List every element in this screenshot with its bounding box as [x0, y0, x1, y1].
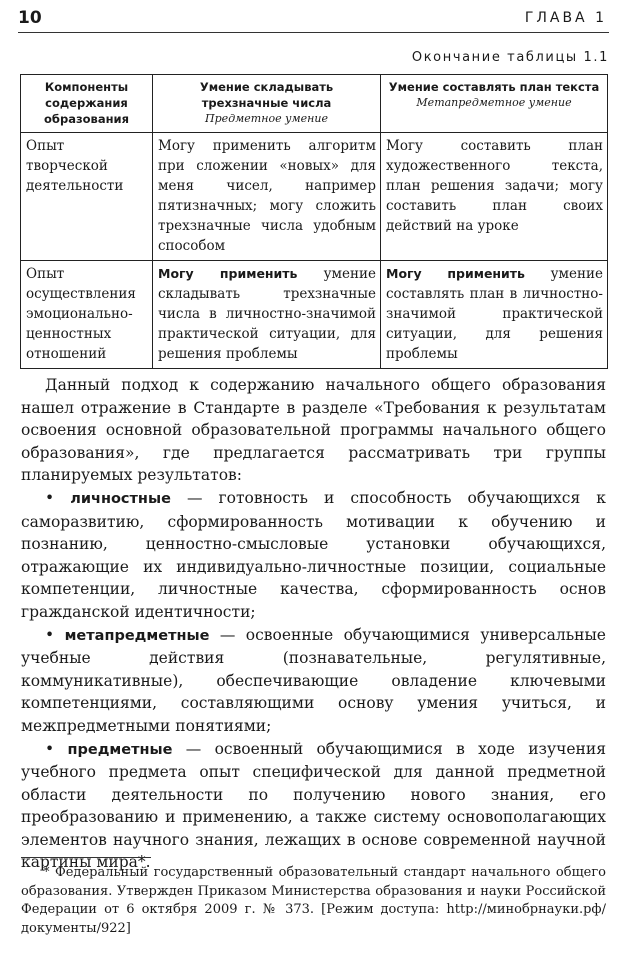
result-term: предметные [67, 741, 173, 758]
cell-subject [153, 133, 381, 261]
cell-component: Опыт осуществления эмоционально-ценностных отношений [21, 261, 153, 369]
bullet: • [45, 739, 55, 758]
cell-text: умение складывать трехзначные числа в личностно-значимой практической ситуации, для решения проблемы [158, 266, 376, 362]
header-subtitle: Метапредметное умение [416, 96, 572, 109]
cell-lead: Могу применить [158, 266, 298, 281]
result-text: — готовность и способность обучающихся к саморазвитию, сформированность мотивации к обучению и познанию, ценностно-смысловые установки обучающихся, отражающие их индивидуально-личностные позиции, социальные компетенции, личностные качества, сформированность основ гражданской идентичности; [21, 488, 606, 621]
running-head [18, 6, 609, 33]
result-text: — освоенный обучающимися в ходе изучения учебного предмета опыт специфической для данной предметной области деятельности по получению нового знания, его преобразованию и применению, а также систему основополагающих элементов научного знания, лежащих в основе современной научной картины мира*. [21, 739, 606, 872]
header-components [21, 75, 153, 133]
intro-paragraph: Данный подход к содержанию начального общего образования нашел отражение в Стандарте в разделе «Требования к результатам освоения основной образовательной программы начального общего образования», где предлагается рассматривать три группы планируемых результатов: [21, 376, 606, 485]
header-title: Умение складывать трехзначные числа [199, 80, 334, 110]
bullet: • [45, 625, 55, 644]
result-item-personal [21, 487, 606, 624]
header-subject-skill [153, 75, 381, 133]
result-term: метапредметные [64, 627, 210, 644]
cell-component: Опыт творческой деятельности [21, 133, 153, 261]
competencies-table [20, 74, 608, 369]
result-text: — освоенные обучающимися универсальные учебные действия (познавательные, регулятивные, коммуникативные), обеспечивающие овладение ключевыми компетенциями, составляющими основу умения учиться, и межпредметными понятиями; [21, 625, 606, 735]
footnote-divider [21, 857, 151, 858]
header-title: Компоненты содержания образования [44, 80, 129, 126]
body-text [21, 374, 606, 874]
cell-meta [381, 133, 608, 261]
table-row [21, 133, 608, 261]
table-caption: Окончание таблицы 1.1 [411, 50, 609, 65]
cell-text: Могу применить алгоритм при сложении «новых» для меня чисел, например пятизначных; могу сложить трехзначные числа удобным способом [158, 138, 376, 254]
result-term: личностные [70, 490, 171, 507]
cell-subject [153, 261, 381, 369]
cell-text: умение составлять план в личностно-значимой практической ситуации, для решения проблемы [386, 266, 603, 362]
header-title: Умение составлять план текста [388, 80, 600, 94]
table-row [21, 261, 608, 369]
cell-text: Могу составить план художественного текста, план решения задачи; могу составить план своих действий на уроке [386, 138, 603, 234]
header-subtitle: Предметное умение [205, 112, 328, 125]
cell-meta [381, 261, 608, 369]
result-item-metasubject [21, 624, 606, 738]
table-header-row [21, 75, 608, 133]
cell-lead: Могу применить [386, 266, 525, 281]
chapter-title: ГЛАВА 1 [524, 10, 607, 26]
page-number: 10 [18, 8, 42, 28]
result-item-subject [21, 738, 606, 875]
footnote: * Федеральный государственный образовательный стандарт начального общего образования. Утвержден Приказом Министерства образования и науки Российской Федерации от 6 октября 2009 г. № 373. [Режим доступа: http://минобрнауки.рф/документы/922] [21, 865, 606, 936]
bullet: • [45, 488, 55, 507]
header-meta-skill [381, 75, 608, 133]
